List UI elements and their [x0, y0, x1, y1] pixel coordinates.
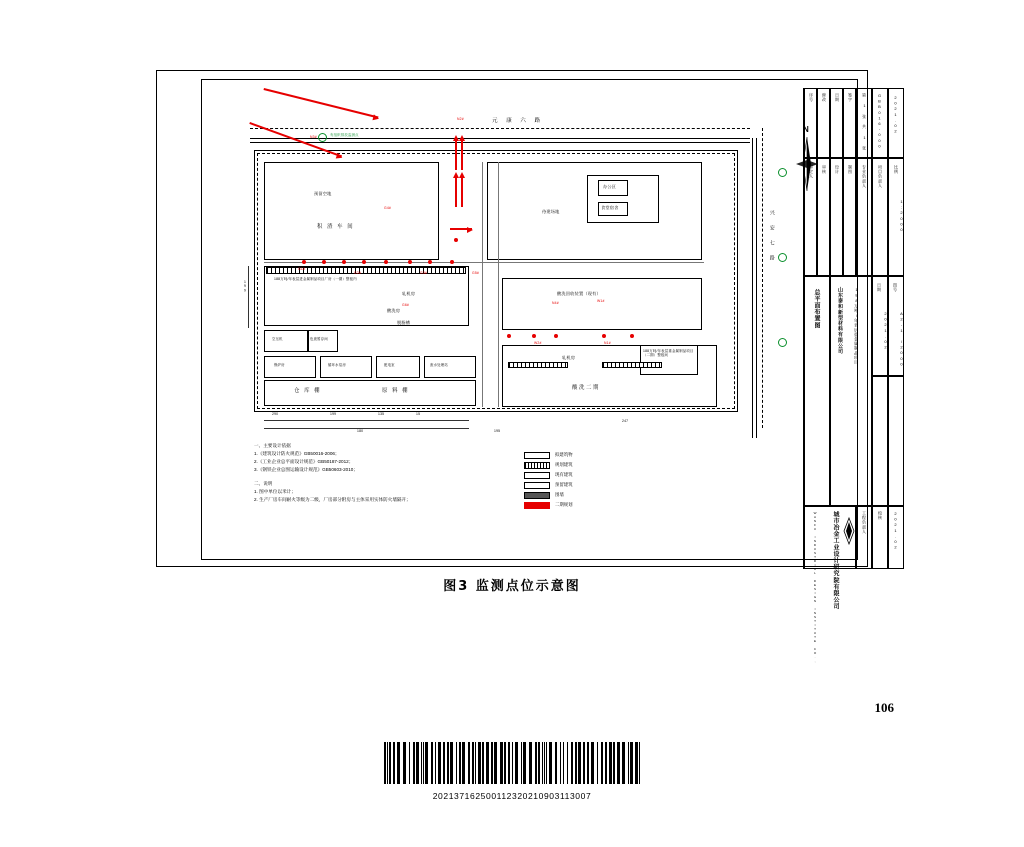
- notes-line-3: 3.《钢铁企业总图运输设计规范》GB50603-2010；: [254, 467, 358, 473]
- tb-rev-1: [804, 88, 817, 158]
- tb-role-5: [856, 158, 872, 276]
- road-top-edge-2: [250, 142, 750, 143]
- area-label-hazwaste-store: 危废暂存间: [310, 337, 328, 341]
- tb-rev-label-1: 序号: [809, 93, 814, 103]
- area-label-pickling-phase2: 酸洗二期: [572, 385, 600, 391]
- tb-role-label-5: 专业负责人: [862, 165, 867, 188]
- design-notes: [254, 442, 411, 504]
- dimension-line-left: [248, 266, 249, 328]
- legend-row: [524, 450, 614, 460]
- area-label-warehouse-shed: 仓 库 棚: [294, 388, 322, 394]
- road-top-label: 元 康 六 路: [492, 118, 544, 124]
- tb-institute-name-en: WANFU INDUSTRIAL DESIGN INSTITUTE CO.,: [813, 511, 817, 663]
- legend-swatch-planned: [524, 462, 550, 469]
- legend-row: [524, 490, 614, 500]
- monitor-point-w1[interactable]: [507, 334, 511, 338]
- monitor-point-w5[interactable]: [630, 334, 634, 338]
- tb-rev-label-2: 修改: [822, 93, 827, 103]
- monitor-point-g9[interactable]: [454, 238, 458, 242]
- monitor-green-4[interactable]: [778, 338, 787, 347]
- monitor-label-g1: G1#: [298, 267, 306, 271]
- tb-owner-company: 山东泰和新型材料有限公司: [837, 287, 843, 355]
- dimension-290: 290: [272, 412, 279, 416]
- monitor-point-w4[interactable]: [602, 334, 606, 338]
- area-label-air-compressor: 空压机: [272, 337, 283, 341]
- dimension-195: 195: [494, 429, 501, 433]
- barcode-image: [384, 742, 640, 784]
- tb-role-label-1: 审定人: [809, 165, 814, 179]
- arrow-diagonal-1: [264, 88, 379, 118]
- internal-road-v1: [482, 162, 483, 407]
- area-label-reserved-yard: 预留空地: [314, 191, 332, 196]
- tb-code-top: 2021.02: [893, 95, 898, 135]
- tb-role-label-2: 审核: [822, 165, 827, 175]
- area-main-plant-phase1: [264, 266, 469, 326]
- tb-spare-cell-1: [872, 376, 888, 506]
- tb-date-label: 日期: [877, 283, 882, 293]
- tb-role-1: [804, 158, 817, 276]
- area-label-raw-material-shed: 原 料 棚: [382, 388, 410, 394]
- monitor-label-n3: N3#: [310, 135, 317, 139]
- tb-date-value: 2021.02: [883, 311, 888, 351]
- monitor-point-g2[interactable]: [322, 260, 326, 264]
- area-label-power-distribution: 配电室: [384, 363, 395, 367]
- legend-row: [524, 500, 614, 510]
- area-label-rolling-mill-1: 轧机房: [402, 291, 416, 296]
- title-block: [803, 88, 904, 663]
- area-boiler-room: [264, 356, 316, 378]
- area-reserved-yard: [264, 162, 439, 260]
- tb-sheet-cell: [888, 276, 904, 376]
- page-number: 106: [874, 700, 894, 715]
- figure-caption: 图3 监测点位示意图: [443, 579, 581, 594]
- monitor-point-g1[interactable]: [302, 260, 306, 264]
- tb-role-2: [817, 158, 830, 276]
- internal-road-v2: [498, 162, 499, 407]
- road-right-edge-1: [752, 138, 753, 438]
- monitor-point-w3[interactable]: [554, 334, 558, 338]
- area-label-to-be-built: 待建场地: [542, 209, 560, 214]
- notes-line-1: 1.《建筑设计防火规范》GB50016-2006；: [254, 451, 340, 457]
- tb-spare-cell-2: [888, 376, 904, 506]
- dimension-135: 135: [378, 412, 385, 416]
- tb-code-mid: GBB016-000: [877, 93, 882, 149]
- notes-line-5: 2. 生产厂房车间耐火等级为二级，厂房部分附房与主体采用实体防火墙隔开；: [254, 497, 411, 503]
- notes-title-2: 二、说明: [254, 481, 273, 487]
- site-plan: [202, 80, 809, 559]
- legend-swatch-phase2: [524, 502, 550, 509]
- tb-owner-project: 188万吨/年表层重金属制品项目: [854, 287, 859, 365]
- monitor-green-2[interactable]: [778, 168, 787, 177]
- tb-approve-label: 工程负责人: [862, 511, 867, 534]
- monitor-point-g3[interactable]: [342, 260, 346, 264]
- tb-date2-value: 2021.02: [893, 511, 898, 551]
- tb-check-label: 校核: [878, 511, 883, 521]
- legend-label-existing: 现有建筑: [555, 472, 573, 477]
- monitor-green-label-1: 有组织排放监测点: [330, 133, 359, 137]
- dimension-line-bottom-2: [264, 428, 469, 429]
- tb-role-3: [830, 158, 843, 276]
- legend-swatch-reserved: [524, 482, 550, 489]
- tb-rev-label-3: 日期: [835, 93, 840, 103]
- road-right-edge-2: [756, 138, 757, 438]
- area-air-compressor: [264, 330, 308, 352]
- area-label-boiler-room: 锅炉房: [274, 363, 285, 367]
- area-acid-recovery: [502, 278, 702, 330]
- notes-title-1: 一、主要设计依据: [254, 443, 291, 448]
- arrow-pointer-slag: [450, 228, 472, 230]
- tb-check-cell: [872, 506, 888, 569]
- notes-line-4: 1. 图中单位以米计；: [254, 489, 296, 495]
- area-label-circulating-pump: 循环水泵房: [328, 363, 346, 367]
- dimension-247: 247: [622, 419, 629, 423]
- tb-code-bot: 第 1 张 共 1 张: [862, 93, 867, 151]
- legend-swatch-existing: [524, 472, 550, 479]
- legend-swatch-proposed: [524, 452, 550, 459]
- tb-owner-cell: [830, 276, 872, 506]
- legend-row: [524, 460, 614, 470]
- tb-scale-label: 比例: [894, 165, 899, 175]
- legend-label-planned: 规划建筑: [555, 462, 573, 467]
- road-right-centerline: [762, 128, 763, 428]
- tb-sheet-value: A2-1 /2000: [899, 311, 904, 367]
- legend-swatch-wall: [524, 492, 550, 499]
- tb-rev-4: [843, 88, 856, 158]
- internal-road-h1: [264, 262, 704, 263]
- dimension-180: 180: [357, 429, 364, 433]
- tb-institute-cell: [804, 506, 856, 663]
- monitor-point-g8[interactable]: [450, 260, 454, 264]
- dimension-15: 15: [416, 412, 421, 416]
- area-label-phase2-note: 188万吨/年表层重金属制品项目（二期）整板间: [643, 349, 694, 357]
- area-power-distribution: [376, 356, 420, 378]
- legend: [524, 450, 614, 510]
- tb-date2-cell: [888, 506, 904, 569]
- area-label-wastewater-station: 废水处理站: [430, 363, 448, 367]
- legend-label-reserved: 预留建筑: [555, 482, 573, 487]
- monitor-green-1[interactable]: [318, 133, 327, 142]
- road-top-centerline: [250, 128, 750, 129]
- monitor-point-g5[interactable]: [384, 260, 388, 264]
- monitor-label-w1: W1#: [597, 299, 605, 303]
- tb-rev-2: [817, 88, 830, 158]
- legend-label-proposed: 拟建筑物: [555, 452, 573, 457]
- monitor-green-3[interactable]: [778, 253, 787, 262]
- monitor-label-n1: N1#: [604, 341, 611, 345]
- tb-scale-value: 1:2000: [899, 199, 904, 233]
- tb-code-mid-cell: [872, 88, 888, 158]
- tb-date-cell: [872, 276, 888, 376]
- tb-sheet-label: 图号: [893, 283, 898, 293]
- road-right-label: 兴 安 七 路: [768, 210, 775, 262]
- dimension-199: 199: [330, 412, 337, 416]
- area-label-main-plant-phase1: 188万吨/年表层进金属制品项目厂房（一期）整板内: [274, 277, 357, 281]
- tb-approve-cell: [856, 506, 872, 569]
- tb-code-bot-cell: [856, 88, 872, 158]
- tb-drawing-name: 总平面布置图: [813, 289, 819, 329]
- monitor-point-g6[interactable]: [408, 260, 412, 264]
- tb-institute-name: 城市冶金工业设计研究院有限公司: [832, 511, 838, 610]
- tb-rev-label-4: 签字: [848, 93, 853, 103]
- legend-label-phase2: 二期规划: [555, 502, 573, 507]
- tb-role-6: [872, 158, 888, 276]
- tb-scale-cell: [888, 158, 904, 276]
- monitor-label-g3: G3#: [420, 271, 428, 275]
- legend-label-wall: 围墙: [555, 492, 564, 497]
- monitor-label-g4: G4#: [384, 206, 392, 210]
- tb-drawing-name-cell: [804, 276, 830, 506]
- compass-north-label: N: [803, 125, 809, 134]
- legend-row: [524, 480, 614, 490]
- area-label-canteen-dorm: 食堂宿舍: [601, 205, 619, 210]
- barcode-number: 202137162500112320210903113007: [432, 791, 592, 801]
- dimension-left: 199: [242, 280, 247, 293]
- tb-role-label-6: 项目负责人: [878, 165, 883, 188]
- dimension-line-bottom: [264, 420, 469, 421]
- area-label-degreasing-tank: 脱脂槽: [397, 320, 411, 325]
- area-label-office: 办公区: [603, 184, 617, 189]
- monitor-label-g5: G5#: [472, 271, 480, 275]
- monitor-point-g4[interactable]: [362, 260, 366, 264]
- notes-line-2: 2.《工业企业总平面设计规范》GB50187-2012；: [254, 459, 354, 465]
- area-label-acid-recovery: 酸洗回收装置（现有）: [557, 291, 601, 296]
- institute-logo-icon: [843, 517, 855, 545]
- tb-role-4: [843, 158, 856, 276]
- tb-role-label-4: 制图: [848, 165, 853, 175]
- tb-code-top-cell: [888, 88, 904, 158]
- phase2-hatch-strip-1: [508, 362, 568, 368]
- legend-row: [524, 470, 614, 480]
- phase2-hatch-strip-2: [602, 362, 662, 368]
- monitor-label-g6: G6#: [402, 303, 410, 307]
- monitor-label-n2: N2#: [457, 117, 464, 121]
- barcode-area: [0, 742, 1024, 801]
- monitor-label-n4: N4#: [552, 301, 559, 305]
- tb-rev-3: [830, 88, 843, 158]
- monitor-label-w2: W2#: [534, 341, 542, 345]
- monitor-point-g7[interactable]: [428, 260, 432, 264]
- monitor-label-g2: G2#: [354, 271, 362, 275]
- monitor-point-w2[interactable]: [532, 334, 536, 338]
- plant-hatch-strip: [266, 267, 466, 274]
- tb-role-label-3: 设计: [835, 165, 840, 175]
- area-label-pickling: 酸洗房: [387, 308, 401, 313]
- area-label-rolling-mill-2: 轧机房: [562, 355, 576, 360]
- area-label-slag-workshop: 积 渣 车 间: [317, 224, 355, 230]
